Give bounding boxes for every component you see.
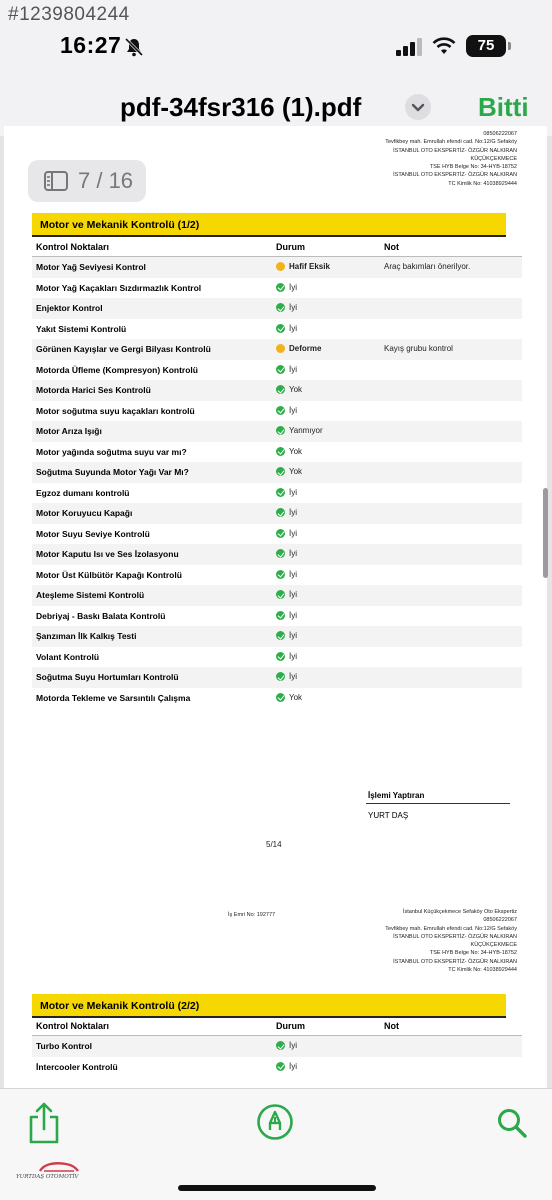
table-row [32,626,522,647]
column-header-status: Durum [276,1021,305,1031]
row-status: İyi [289,1041,297,1050]
row-status: İyi [289,1061,297,1071]
row-label: Motor Kaputu Isı ve Ses İzolasyonu [36,549,179,559]
row-status: Yok [289,692,303,702]
column-header-status: Durum [276,242,305,252]
pdf-viewer[interactable] [0,131,552,1088]
check-status-icon [276,549,285,558]
row-status: İyi [289,569,297,579]
watermark-logo [14,1156,94,1186]
check-status-icon [276,385,285,394]
table-row [32,647,522,668]
row-status: Yok [289,385,303,394]
row-status: İyi [289,303,297,312]
row-status: İyi [289,631,297,640]
header-line: İstanbul Küçükçekmece Sefaköy Oto Ekspertiz [402,909,517,915]
row-note: Araç bakımları önerilyor. [384,262,471,271]
pdf-page [4,126,547,1006]
row-label: Motor Üst Külbütör Kapağı Kontrolü [36,569,182,580]
status-time: 16:27 [60,32,122,58]
check-status-icon [276,303,285,312]
row-status: İyi [289,487,297,497]
check-status-icon [276,529,285,538]
header-line: İSTANBUL OTO EKSPERTİZ- ÖZGÜR NALKIRAN [393,172,517,179]
row-label: Motor Arıza Işığı [36,426,102,436]
row-label: Egzoz dumanı kontrolü [36,487,130,498]
row-label: Enjektor Kontrol [36,303,103,313]
signature-label: İşlemi Yaptıran [368,791,425,800]
check-status-icon [276,611,285,620]
table-row [32,421,522,442]
row-label: Şanzıman İlk Kalkış Testi [36,631,137,641]
work-order-number: İş Emri No: 192777 [228,912,276,918]
scrollbar-thumb[interactable] [543,488,548,578]
chevron-down-icon [405,94,431,120]
cellular-signal-icon [396,38,424,56]
bell-slash-icon [124,37,144,57]
wifi-icon [432,36,456,56]
battery-cap [508,42,511,50]
table-row [32,380,522,401]
row-label: Motor Yağ Seviyesi Kontrol [36,262,146,272]
header-line: 08506222067 [483,917,517,924]
signature-line [366,803,510,804]
row-label: Soğutma Suyunda Motor Yağı Var Mı? [36,467,189,477]
table-row [32,503,522,524]
row-label: Volant Kontrolü [36,651,100,662]
check-status-icon [276,590,285,599]
column-header-note: Not [384,1021,399,1031]
table-row [32,339,522,360]
row-label: Motor soğutma suyu kaçakları kontrolü [36,405,195,416]
row-label: Soğutma Suyu Hortumları Kontrolü [36,672,179,682]
column-header-point: Kontrol Noktaları [36,242,110,252]
check-status-icon [276,467,285,476]
row-label: Motorda Harici Ses Kontrolü [36,385,151,395]
header-line: Tevfikbey mah. Emrullah efendi cad. No:12/G Sefaköy [385,139,517,146]
header-line: TC Kimlik No: 41038929444 [448,967,517,974]
row-status: İyi [289,528,297,538]
table-row [32,462,522,483]
section-title: Motor ve Mekanik Kontrolü (1/2) [40,219,200,231]
row-label: İntercooler Kontrolü [36,1061,118,1072]
row-label: Yakıt Sistemi Kontrolü [36,323,127,334]
column-header-point: Kontrol Noktaları [36,1021,110,1031]
check-status-icon [276,672,285,681]
battery-indicator: 75 [466,35,506,57]
header-line: İSTANBUL OTO EKSPERTİZ- ÖZGÜR NALKIRAN [393,147,517,154]
check-status-icon [276,631,285,640]
check-status-icon [276,570,285,579]
check-status-icon [276,488,285,497]
table-row [32,1036,522,1057]
watermark-logo-text: YURTDAŞ OTOMOTİV [16,1174,79,1180]
check-status-icon [276,693,285,702]
warning-status-icon [276,262,285,271]
header-line: KÜÇÜKÇEKMECE [470,155,517,162]
page-header-info [347,130,517,188]
header-line: İSTANBUL OTO EKSPERTİZ- ÖZGÜR NALKIRAN [393,958,517,965]
table-row [32,298,522,319]
header-line: KÜÇÜKÇEKMECE [470,942,517,949]
table-row [32,585,522,606]
check-status-icon [276,652,285,661]
row-label: Motor yağında soğutma suyu var mı? [36,446,187,457]
table-header [32,1016,522,1036]
section-title: Motor ve Mekanik Kontrolü (2/2) [40,1000,200,1012]
search-icon[interactable] [496,1107,528,1139]
check-status-icon [276,508,285,517]
check-status-icon [276,426,285,435]
table-row [32,688,522,709]
header-line: 08506222067 [483,131,517,137]
table-row [32,483,522,504]
row-status: Yok [289,467,303,476]
table-row [32,565,522,586]
row-status: İyi [289,508,297,517]
home-indicator[interactable] [178,1185,376,1191]
check-status-icon [276,283,285,292]
row-status: Hafif Eksik [289,262,330,271]
done-button[interactable]: Bitti [478,92,529,122]
table-row [32,401,522,422]
row-status: İyi [289,610,297,620]
row-status: Yanmıyor [289,426,323,435]
row-label: Motorda Üfleme (Kompresyon) Kontrolü [36,364,198,375]
warning-status-icon [276,344,285,353]
row-label: Turbo Kontrol [36,1041,93,1051]
table-row [32,257,522,278]
table-header [32,237,522,257]
check-status-icon [276,1041,285,1050]
markup-pen-icon[interactable] [256,1103,294,1141]
status-bar [0,28,552,64]
table-row [32,360,522,381]
table-row [32,667,522,688]
row-note: Kayış grubu kontrol [384,344,453,353]
page-indicator[interactable] [28,160,146,202]
page-number: 5/14 [266,840,282,849]
row-status: İyi [289,282,297,292]
row-label: Motor Suyu Seviye Kontrolü [36,528,150,539]
check-status-icon [276,406,285,415]
row-status: Yok [289,446,303,456]
table-row [32,442,522,463]
row-status: Deforme [289,344,322,353]
title-menu-button[interactable] [405,94,431,120]
row-label: Motorda Tekleme ve Sarsıntılı Çalışma [36,692,191,703]
row-status: İyi [289,672,297,681]
check-status-icon [276,1062,285,1071]
header-line: TSE HYB Belge No: 34-HYB-18752 [429,164,517,171]
table-row [32,278,522,299]
row-label: Motor Koruyucu Kapağı [36,508,133,518]
column-header-note: Not [384,242,399,252]
row-label: Görünen Kayışlar ve Gergi Bilyası Kontrolü [36,344,211,354]
table-row [32,606,522,627]
row-status: İyi [289,549,297,558]
header-line: Tevfikbey mah. Emrullah efendi cad. No:12/G Sefaköy [385,925,517,932]
row-label: Motor Yağ Kaçakları Sızdırmazlık Kontrol [36,282,202,293]
row-label: Debriyaj - Baskı Balata Kontrolü [36,610,166,621]
page-indicator-text: 7 / 16 [78,168,134,193]
table-row [32,1057,522,1078]
sidebar-thumbnails-icon [44,171,68,191]
row-status: İyi [289,590,297,599]
watermark-id: #1239804244 [8,4,130,25]
section-title-bar [32,994,506,1018]
check-status-icon [276,365,285,374]
section-title-bar [32,213,506,237]
header-line: İSTANBUL OTO EKSPERTİZ- ÖZGÜR NALKIRAN [393,933,517,940]
header-line: TC Kimlik No: 41038929444 [448,180,517,187]
row-status: İyi [289,364,297,374]
page-header-info [347,908,517,974]
car-logo-icon [14,1156,94,1176]
row-status: İyi [289,651,297,661]
signature-name: YURT DAŞ [368,811,409,820]
share-icon[interactable] [26,1101,62,1145]
header-line: TSE HYB Belge No: 34-HYB-18752 [429,950,517,957]
row-status: İyi [289,323,297,333]
check-status-icon [276,324,285,333]
table-row [32,319,522,340]
document-title[interactable]: pdf-34fsr316 (1).pdf [120,92,362,122]
row-status: İyi [289,405,297,415]
row-label: Ateşleme Sistemi Kontrolü [36,590,145,600]
table-row [32,544,522,565]
table-row [32,524,522,545]
check-status-icon [276,447,285,456]
